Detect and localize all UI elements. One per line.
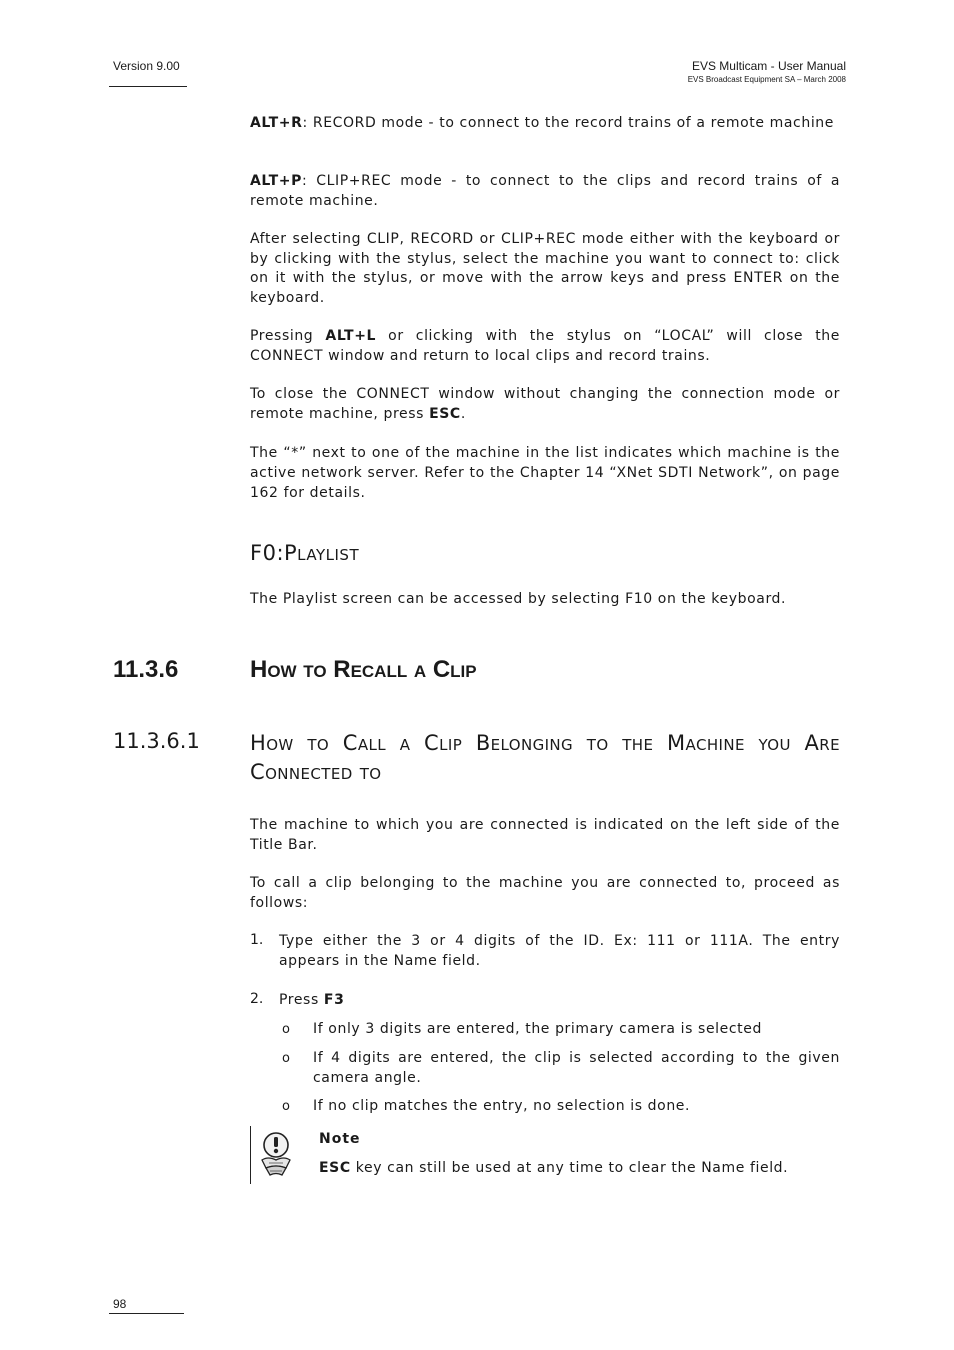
note-bar bbox=[250, 1126, 251, 1184]
key-alt-p: ALT+P bbox=[250, 173, 302, 189]
paragraph-alt-r bbox=[250, 114, 840, 134]
step-number-1: 1. bbox=[250, 932, 264, 948]
header-right bbox=[688, 59, 846, 84]
paragraph-alt-l-pre: Pressing bbox=[250, 328, 326, 344]
paragraph-esc bbox=[250, 385, 840, 424]
page-number: 98 bbox=[113, 1297, 127, 1311]
section-number-11-3-6: 11.3.6 bbox=[113, 656, 179, 683]
step-number-2: 2. bbox=[250, 991, 264, 1007]
paragraph-alt-p-text: : CLIP+REC mode - to connect to the clips and record trains of a remote machine. bbox=[250, 173, 840, 209]
paragraph-alt-p bbox=[250, 172, 840, 211]
bullet-text-3: If no clip matches the entry, no selection is done. bbox=[313, 1098, 691, 1114]
paragraph-selecting-mode: After selecting CLIP, RECORD or CLIP+REC mode either with the keyboard or by clicking with the stylus, select the machine you want to connect to: click on it with the stylus, or move with the arrow keys and press ENTER on the keyboard. bbox=[250, 231, 840, 306]
key-esc: ESC bbox=[429, 405, 461, 422]
paragraph-playlist: The Playlist screen can be accessed by selecting F10 on the keyboard. bbox=[250, 591, 787, 607]
heading-f0-playlist: F0:Playlist bbox=[250, 541, 360, 565]
key-alt-r: ALT+R bbox=[250, 115, 303, 131]
key-esc-note: ESC bbox=[319, 1160, 351, 1176]
note-text bbox=[319, 1160, 788, 1176]
section-title-recall-clip: How to Recall a Clip bbox=[250, 656, 477, 683]
note-title: Note bbox=[319, 1131, 361, 1147]
section-number-11-3-6-1: 11.3.6.1 bbox=[113, 729, 200, 753]
paragraph-proceed: To call a clip belonging to the machine you are connected to, proceed as follows: bbox=[250, 875, 840, 911]
footer-rule bbox=[109, 1313, 184, 1314]
step-text-1: Type either the 3 or 4 digits of the ID. Ex: 111 or 111A. The entry appears in the Name field. bbox=[279, 933, 840, 969]
bullet-text-2: If 4 digits are entered, the clip is selected according to the given camera angle. bbox=[313, 1050, 840, 1086]
key-alt-l: ALT+L bbox=[325, 328, 377, 344]
paragraph-machine-indicated: The machine to which you are connected is indicated on the left side of the Title Bar. bbox=[250, 817, 840, 853]
step-text-2-pre: Press bbox=[279, 992, 324, 1008]
paragraph-network-server: The “*” next to one of the machine in the list indicates which machine is the active network server. Refer to the Chapter 14 “XNet SDTI Network”, on page 162 for details. bbox=[250, 445, 840, 501]
paragraph-esc-post: . bbox=[460, 405, 466, 422]
header-title: EVS Multicam - User Manual bbox=[691, 59, 846, 73]
paragraph-alt-l-post: or clicking with the stylus on “LOCAL” will close the CONNECT window and return to local clips and record trains. bbox=[250, 328, 840, 364]
bullet-marker: o bbox=[282, 1051, 290, 1066]
step-text-2 bbox=[279, 991, 840, 1011]
note-text-body: key can still be used at any time to clear the Name field. bbox=[350, 1160, 789, 1176]
header-version: Version 9.00 bbox=[113, 59, 180, 73]
paragraph-alt-r-text: : RECORD mode - to connect to the record trains of a remote machine bbox=[302, 115, 834, 131]
bullet-text-1: If only 3 digits are entered, the primary camera is selected bbox=[313, 1021, 762, 1037]
bullet-marker: o bbox=[282, 1099, 290, 1114]
paragraph-alt-l bbox=[250, 327, 840, 366]
warning-hand-icon bbox=[256, 1130, 296, 1178]
header-left-rule bbox=[109, 86, 187, 87]
section-title-call-clip: How to Call a Clip Belonging to the Machine you Are Connected to bbox=[250, 731, 840, 784]
header-subtitle: EVS Broadcast Equipment SA – March 2008 bbox=[687, 75, 846, 84]
paragraph-esc-pre: To close the CONNECT window without changing the connection mode or remote machine, press bbox=[250, 386, 840, 422]
key-f3: F3 bbox=[323, 992, 345, 1008]
bullet-marker: o bbox=[282, 1022, 290, 1037]
